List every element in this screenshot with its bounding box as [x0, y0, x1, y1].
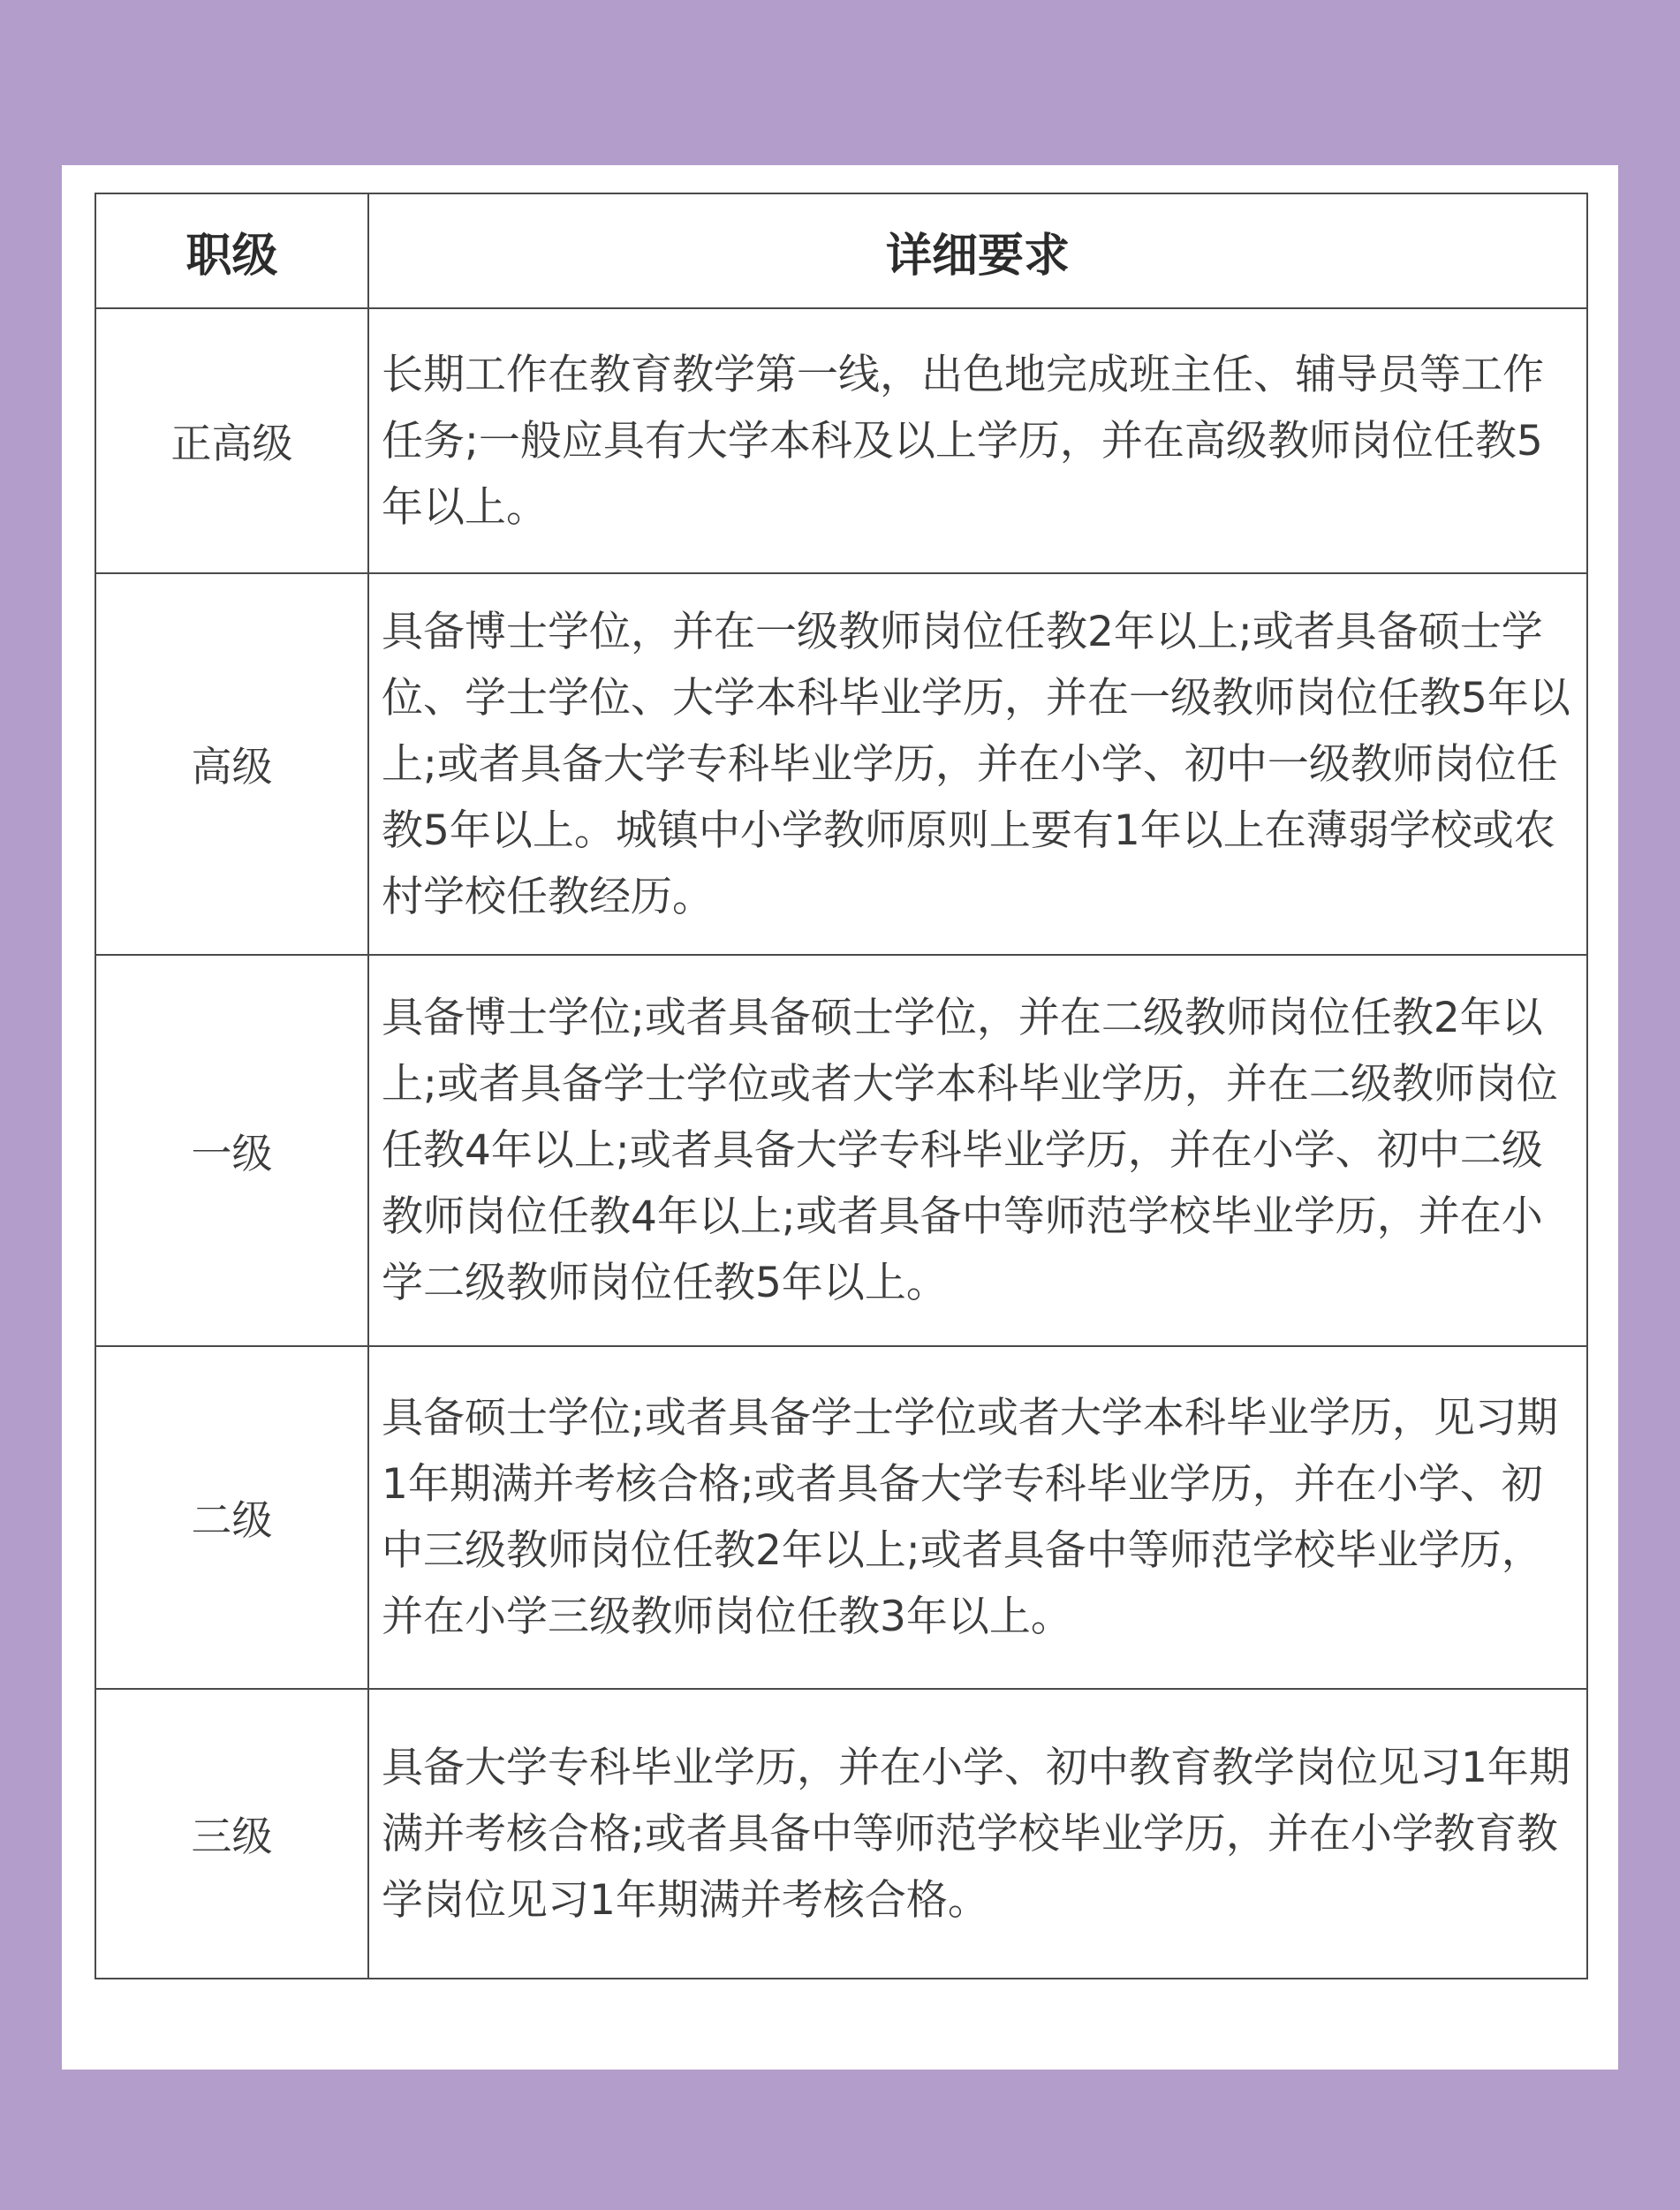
teacher-grade-requirements-table: [95, 193, 1588, 1979]
content-card: [62, 165, 1618, 2070]
table-row: [95, 308, 1587, 573]
column-header-grade: 职级: [95, 193, 368, 308]
column-header-detail: 详细要求: [368, 193, 1587, 308]
grade-cell: 二级: [95, 1346, 368, 1689]
detail-cell: 具备大学专科毕业学历，并在小学、初中教育教学岗位见习1年期满并考核合格;或者具备中等师范学校毕业学历，并在小学教育教学岗位见习1年期满并考核合格。: [368, 1689, 1587, 1979]
grade-cell: 一级: [95, 955, 368, 1346]
detail-cell: 具备硕士学位;或者具备学士学位或者大学本科毕业学历，见习期1年期满并考核合格;或者具备大学专科毕业学历，并在小学、初中三级教师岗位任教2年以上;或者具备中等师范学校毕业学历，并在小学三级教师岗位任教3年以上。: [368, 1346, 1587, 1689]
table-row: [95, 955, 1587, 1346]
table-header-row: [95, 193, 1587, 308]
grade-cell: 三级: [95, 1689, 368, 1979]
detail-cell: 具备博士学位，并在一级教师岗位任教2年以上;或者具备硕士学位、学士学位、大学本科毕业学历，并在一级教师岗位任教5年以上;或者具备大学专科毕业学历，并在小学、初中一级教师岗位任教5年以上。城镇中小学教师原则上要有1年以上在薄弱学校或农村学校任教经历。: [368, 573, 1587, 955]
detail-cell: 具备博士学位;或者具备硕士学位，并在二级教师岗位任教2年以上;或者具备学士学位或者大学本科毕业学历，并在二级教师岗位任教4年以上;或者具备大学专科毕业学历，并在小学、初中二级教师岗位任教4年以上;或者具备中等师范学校毕业学历，并在小学二级教师岗位任教5年以上。: [368, 955, 1587, 1346]
grade-cell: 正高级: [95, 308, 368, 573]
grade-cell: 高级: [95, 573, 368, 955]
table-row: [95, 573, 1587, 955]
table-row: [95, 1689, 1587, 1979]
detail-cell: 长期工作在教育教学第一线，出色地完成班主任、辅导员等工作任务;一般应具有大学本科及以上学历，并在高级教师岗位任教5年以上。: [368, 308, 1587, 573]
table-row: [95, 1346, 1587, 1689]
